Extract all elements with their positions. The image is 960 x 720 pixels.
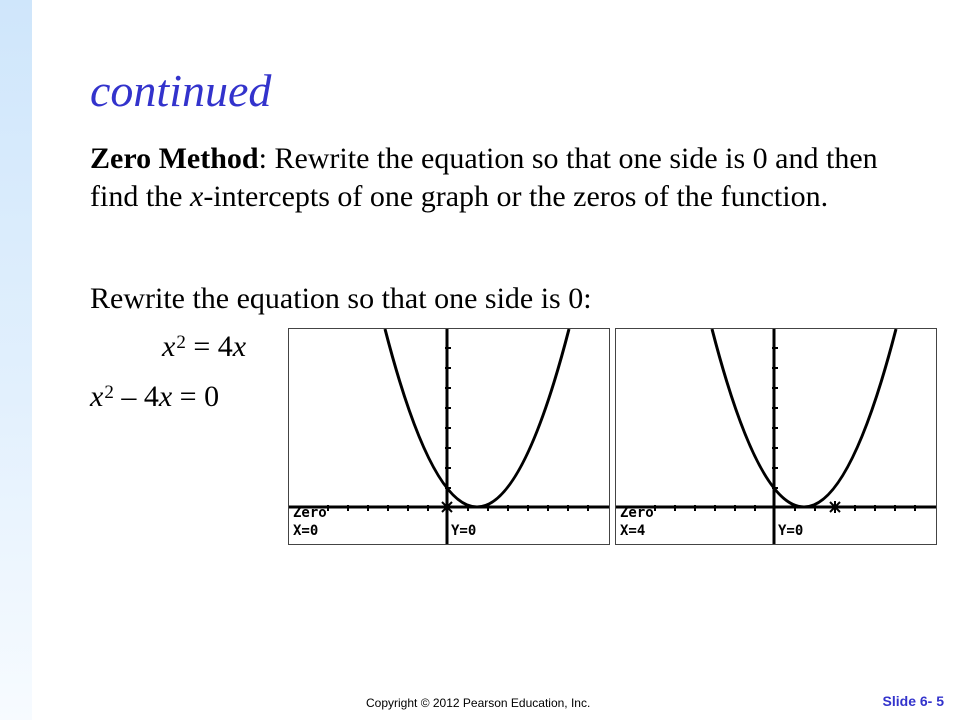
method-var: x (189, 180, 204, 213)
screen2-zero-label: Zero (620, 505, 654, 521)
method-name: Zero Method (90, 142, 259, 175)
calculator-screen-zero-at-4 (615, 328, 937, 545)
screen1-x-readout: X=0 (293, 523, 319, 539)
copyright-text: Copyright © 2012 Pearson Education, Inc. (366, 696, 591, 710)
calculator-screen-zero-at-0 (288, 328, 610, 545)
side-gradient-bar (0, 0, 32, 720)
method-colon: : (258, 142, 267, 175)
screen2-y-readout: Y=0 (778, 523, 804, 539)
method-text-b: -intercepts of one graph or the zeros of the function. (203, 180, 829, 213)
slide-number: Slide 6- 5 (882, 693, 944, 709)
zero-method-paragraph (90, 140, 920, 216)
eq2-rest: = 0 (172, 380, 220, 413)
eq1-rest: = 4 (185, 330, 233, 363)
eq2-minus: – 4 (113, 380, 159, 413)
eq1-var-b: x (232, 330, 247, 363)
method-text-a: Rewrite the equation so that one side is 0 and then find the (90, 142, 878, 213)
rewrite-instruction: Rewrite the equation so that one side is 0: (90, 282, 592, 315)
equation-original (162, 328, 246, 366)
eq1-var-a: x (162, 330, 176, 363)
eq2-exponent: 2 (104, 382, 114, 403)
eq2-var-a: x (90, 380, 104, 413)
slide-title: continued (90, 65, 272, 116)
eq1-exponent: 2 (176, 332, 186, 353)
screen2-x-readout: X=4 (620, 523, 646, 539)
equation-rewritten (90, 378, 219, 416)
screen1-y-readout: Y=0 (451, 523, 477, 539)
screen1-zero-label: Zero (293, 505, 327, 521)
eq2-var-b: x (158, 380, 173, 413)
